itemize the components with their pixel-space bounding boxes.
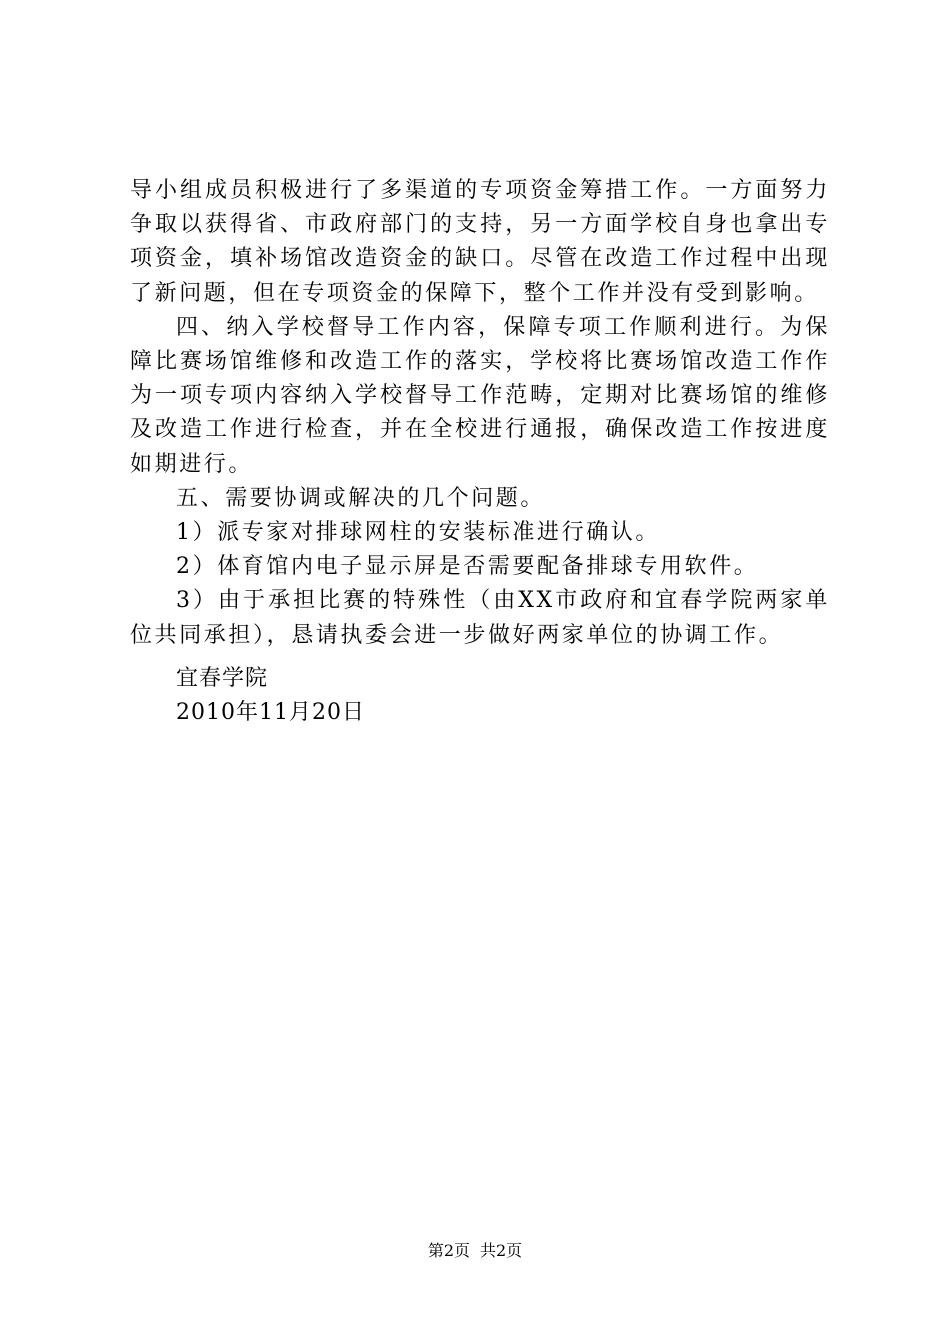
issue-item-3: 3）由于承担比赛的特殊性（由XX市政府和宜春学院两家单位共同承担），恳请执委会进一步做好两家单位的协调工作。 (130, 588, 830, 648)
signature-organization: 宜春学院 (176, 666, 269, 691)
page-footer (0, 1241, 950, 1261)
document-body (130, 174, 830, 653)
page-number-current: 第2页 (427, 1241, 470, 1260)
page-number-total: 共2页 (480, 1241, 523, 1260)
paragraph-supervision: 四、纳入学校督导工作内容，保障专项工作顺利进行。为保障比赛场馆维修和改造工作的落实，学校将比赛场馆改造工作作为一项专项内容纳入学校督导工作范畴，定期对比赛场馆的维修及改造工作进行检查，并在全校进行通报，确保改造工作按进度如期进行。 (130, 314, 830, 477)
paragraph-issues-heading: 五、需要协调或解决的几个问题。 (176, 485, 546, 511)
issue-item-2: 2）体育馆内电子显示屏是否需要配备排球专用软件。 (176, 554, 759, 580)
issue-item-1: 1）派专家对排球网柱的安装标准进行确认。 (176, 520, 660, 546)
signature-date: 2010年11月20日 (176, 700, 365, 726)
paragraph-funding: 导小组成员积极进行了多渠道的专项资金筹措工作。一方面努力争取以获得省、市政府部门的支持，另一方面学校自身也拿出专项资金，填补场馆改造资金的缺口。尽管在改造工作过程中出现了新问题，但在专项资金的保障下，整个工作并没有受到影响。 (130, 178, 830, 306)
signature-block (176, 662, 365, 730)
